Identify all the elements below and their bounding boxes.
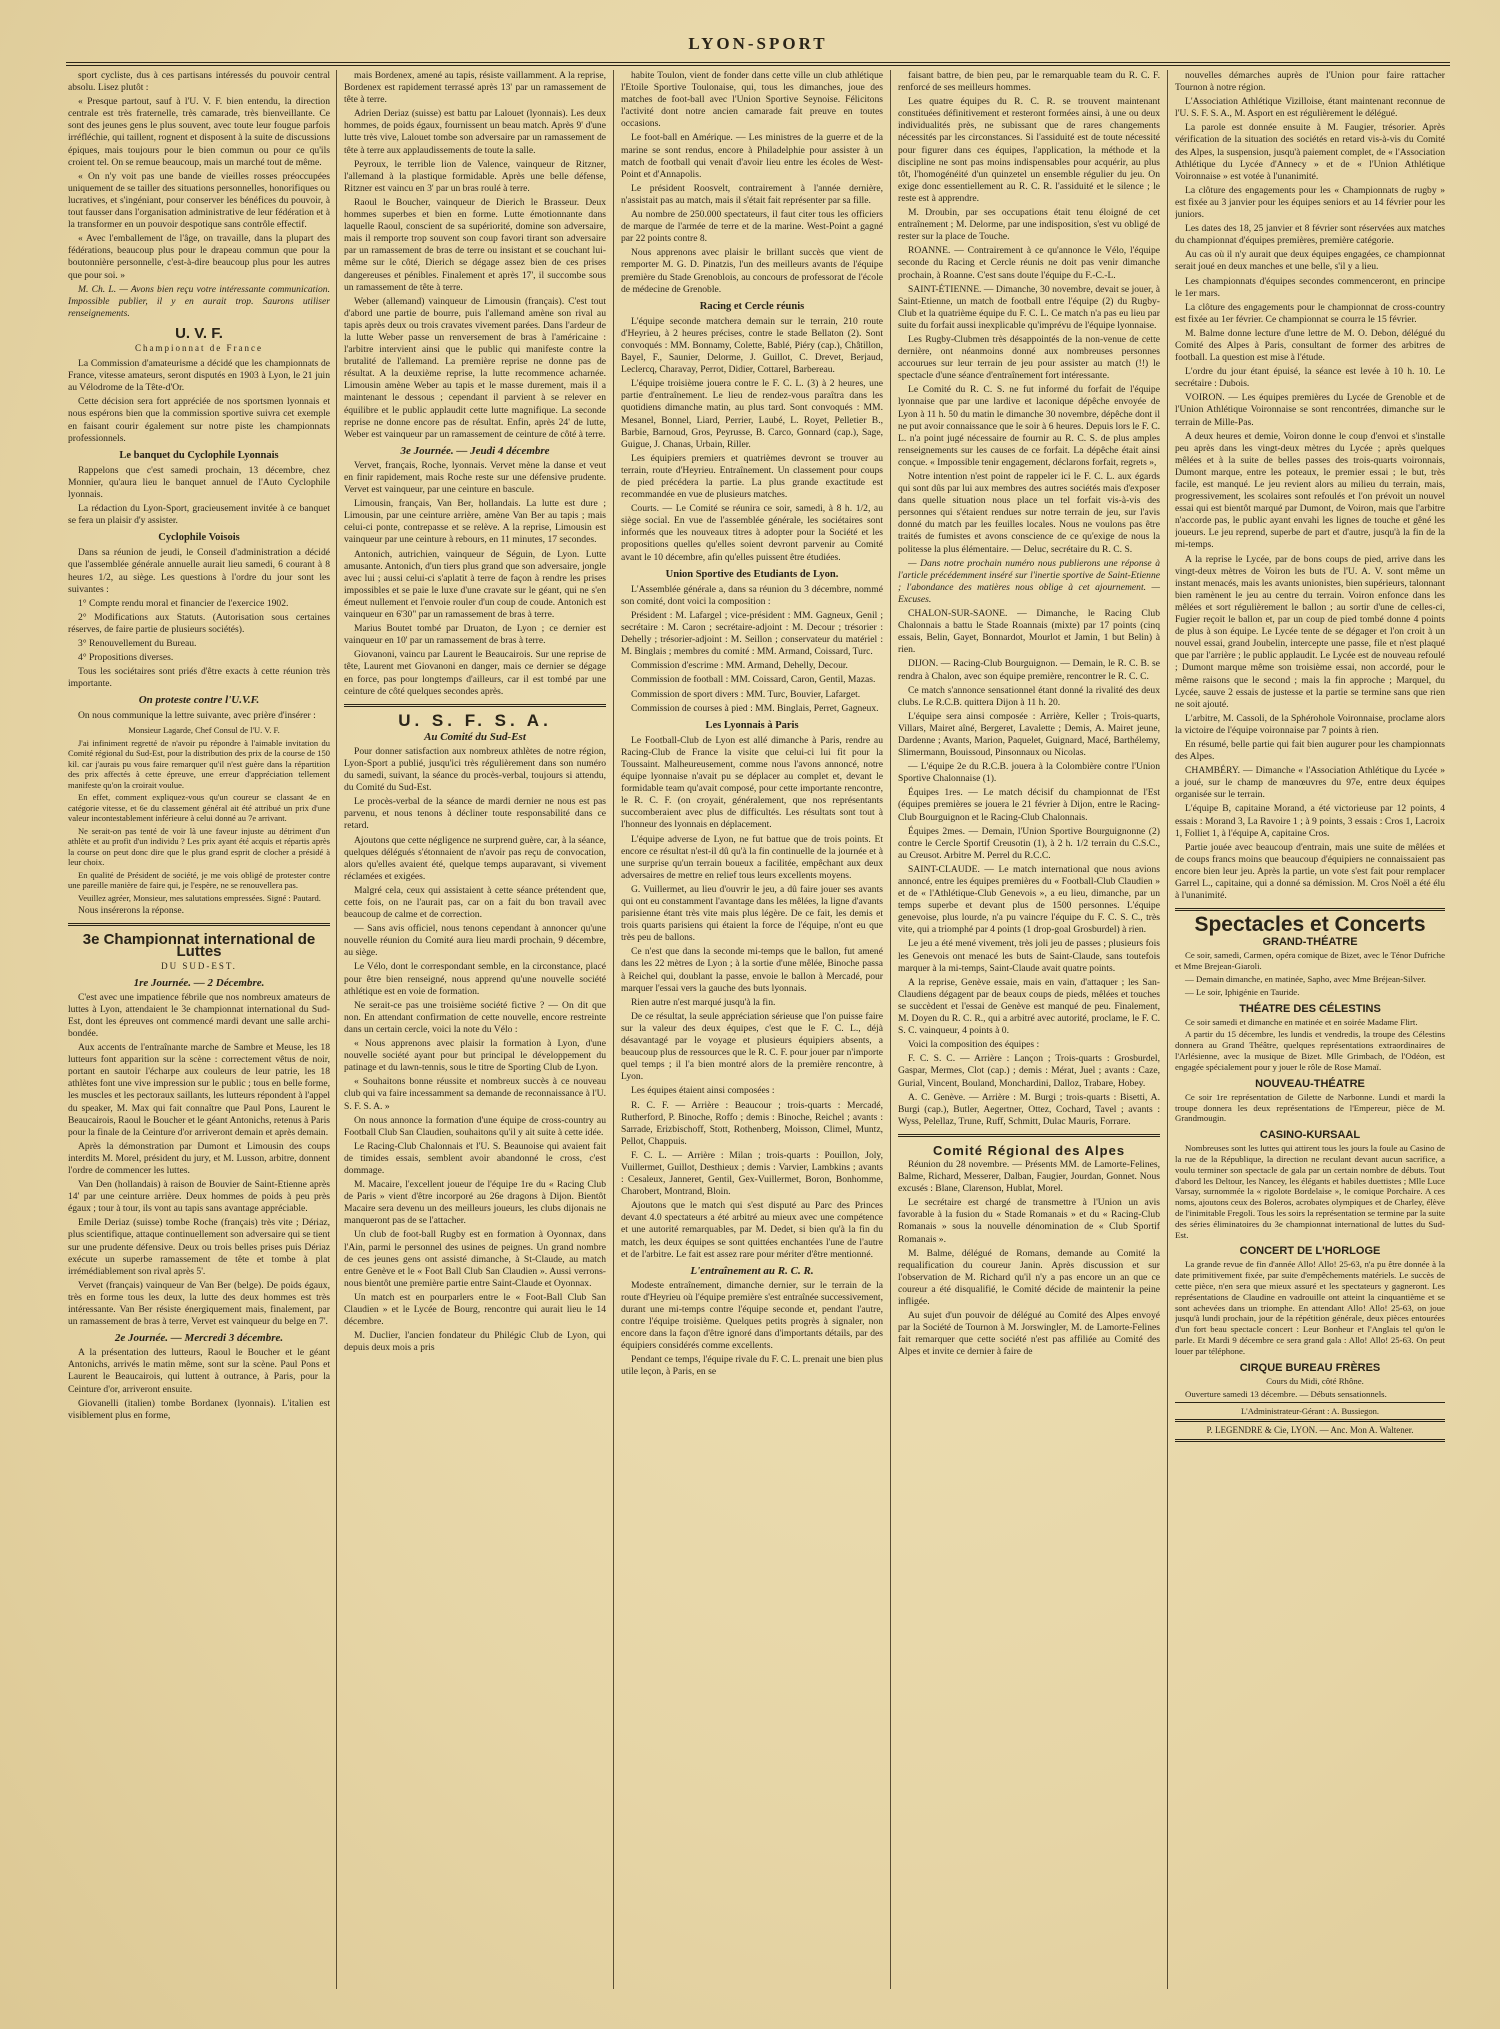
column-rule <box>336 70 337 1989</box>
paragraph: Van Den (hollandais) à raison de Bouvier de Saint-Etienne après 14' par une ceinture arrière. Deux hommes de poids à peu près égaux ; tour à tour, ils vont au tapis sans avantage appréciable. <box>68 1179 330 1215</box>
printer-footer: P. LEGENDRE & Cie, LYON. — Anc. Mon A. Waltener. <box>1175 1419 1445 1441</box>
paragraph: VOIRON. — Les équipes premières du Lycée de Grenoble et de l'Union Athlétique Voironnaise se sont rencontrées, dimanche sur le terrain de Mille-Pas. <box>1175 392 1445 428</box>
paragraph: La clôture des engagements pour le championnat de cross-country est fixée au 1er février. Ce championnat se courra le 15 février. <box>1175 301 1445 325</box>
paragraph: Ajoutons que cette négligence ne surprend guère, car, à la séance, quelques délégués s'étonnaient de n'avoir pas reçu de convocation, alors qu'elles avaient été, quelque temps auparavant, si vivement réclamées et exigées. <box>344 834 606 882</box>
paragraph: Courts. — Le Comité se réunira ce soir, samedi, à 8 h. 1/2, au siège social. En vue de l'assemblée générale, les sociétaires sont informés que les nouveaux titres à adopter pour la Société et les propositions quelles qu'elles soient devront parvenir au Comité avant le 10 décembre, afin qu'elles puissent être étudiées. <box>621 503 883 563</box>
paragraph: — Le soir, Iphigénie en Tauride. <box>1185 986 1300 997</box>
column-1 <box>68 70 330 1999</box>
paragraph: A. C. Genève. — Arrière : M. Burgi ; trois-quarts : Bisetti, A. Burgi (cap.), Butler, Aegertner, Ottez, Cochard, Tavel ; avants : Wyss, Pelellaz, Trune, Ruff, Schmitt, Dulac Mauris, Forrare. <box>898 1091 1160 1127</box>
subheading: Championnat de France <box>135 342 263 353</box>
masthead-title: LYON-SPORT <box>688 34 828 53</box>
paragraph: M. Duclier, l'ancien fondateur du Philégic Club de Lyon, qui depuis deux mois a pris <box>344 1330 606 1354</box>
paragraph: Le foot-ball en Amérique. — Les ministres de la guerre et de la marine se sont rendus, encore à Philadelphie pour assister à un match de football qui venait d'avoir lieu entre les écoles de West-Point et d'Annapolis. <box>621 132 883 180</box>
heading-usfsa: U. S. F. S. A. <box>398 710 552 730</box>
paragraph: Peyroux, le terrible lion de Valence, vainqueur de Ritzner, l'allemand à la plastique formidable. Après une belle défense, Ritzner est vaincu en 3' par un bras roulé à terre. <box>344 158 606 194</box>
paragraph: Équipes 1res. — Le match décisif du championnat de l'Est (équipes premières se jouera le 21 février à Dijon, entre le Racing-Club Bourguignon et le Racing-Club Chalonnais. <box>898 787 1160 823</box>
paragraph: R. C. F. — Arrière : Beaucour ; trois-quarts : Mercadé, Rutherford, P. Binoche, Roffo ; demis : Binoche, Reichel ; avants : Sarrade, Erizbischoff, Stott, Rothenberg, Moisson, Climel, Muntz, Pellot, Chappuis. <box>621 1099 883 1147</box>
paragraph: Weber (allemand) vainqueur de Limousin (français). C'est tout d'abord une partie de bourre, puis l'allemand amène son rival au tapis après deux ou trois cravates vivement parées. Dans l'ardeur de la lutte Weber passe un renversement de bras à l'américaine : l'arbitre intervient ainsi que le public qui manifeste contre la brutalité de l'allemand. La première reprise ne donne pas de résultat. A la deuxième reprise, la lutte recommence acharnée. Limousin amène Weber au tapis et le masse durement, mais il a maintenant le dessous ; cependant il parvient à se relever en équilibre et le public applaudit cette lutte magnifique. La seconde reprise ne donne encore pas de résultat. Enfin, après 24' de lutte, Weber est vainqueur par un ramassement de ceinture de côté à terre. <box>344 295 606 440</box>
paragraph: La clôture des engagements pour les « Championnats de rugby » est fixée au 3 janvier pour les équipes seniors et au 14 février pour les juniors. <box>1175 184 1445 221</box>
paragraph: M. Macaire, l'excellent joueur de l'équipe 1re du « Racing Club de Paris » vient d'être incorporé au 26e dragons à Dijon. Bientôt Macaire sera devenu un des meilleurs joueurs, les clubs dijonais ne manqueront pas de se l'attacher. <box>344 1179 606 1227</box>
paragraph: C'est avec une impatience fébrile que nos nombreux amateurs de luttes à Lyon, attendaient le 3e championnat international du Sud-Est, dont les épreuves ont commencé mardi devant une salle archi-bondée. <box>68 991 330 1039</box>
paragraph: Le Football-Club de Lyon est allé dimanche à Paris, rendre au Racing-Club de France la visite que celui-ci lui fit pour la Toussaint. Malheureusement, comme nous l'avons annoncé, notre équipe lyonnaise n'avait pu se déplacer au complet et, devant le formidable team qu'avait composé, pour cette importante rencontre, le R. C. F. (on croyait, généralement, que nos représentants succomberaient avec plus de difficultés. Les résultats sont tout à l'honneur des lyonnais en déplacement. <box>621 734 883 831</box>
paragraph: Cette décision sera fort appréciée de nos sportsmen lyonnais et nous espérons bien que la commission sportive suivra cet exemple en faisant courir également sur notre piste les championnats professionnels. <box>68 396 330 444</box>
separator <box>344 704 606 707</box>
paragraph: La parole est donnée ensuite à M. Faugier, trésorier. Après vérification de la situation des sociétés en retard vis-à-vis du Comité des Alpes, la suspension, jusqu'à paiement complet, de « l'Association Athlétique du Lycée d'Annecy » et de « l'Union Athlétique Voironnaise » est votée à l'unanimité. <box>1175 122 1445 182</box>
paragraph: Voici la composition des équipes : <box>908 1039 1040 1051</box>
paragraph: Ce soir, samedi, Carmen, opéra comique de Bizet, avec le Ténor Dufriche et Mme Brejean-Giaroli. <box>1175 950 1445 972</box>
paragraph: Le Comité du R. C. S. ne fut informé du forfait de l'équipe lyonnaise que par une lardive et laconique dépêche envoyée de Lyon à 11 h. 50 du matin le dimanche 30 novembre, dépêche dont il ne put avoir connaissance que le soir à 6 heures. Depuis lors le F. C. L. n'a point jugé nécessaire de fournir au R. C. S. de plus amples renseignements sur les causes de ce forfait. La dépêche était ainsi conçue. « Impossible tenir engagement, déclarons forfait, regrets », <box>898 384 1160 468</box>
heading-day2: 2e Journée. — Mercredi 3 décembre. <box>114 1332 284 1345</box>
paragraph: Monsieur Lagarde, Chef Consul de l'U. V. F. <box>128 724 280 735</box>
paragraph: Les équipiers premiers et quatrièmes devront se trouver au terrain, route d'Heyrieu. Entraînement. Un classement pour coups de pied précédera la partie. La plus grande exactitude est recommandée en vue de plusieurs matches. <box>621 452 883 501</box>
heading-entrainement: L'entraînement au R. C. R. <box>690 1264 814 1277</box>
paragraph: En effet, comment expliquez-vous qu'un coureur se classant 4e en catégorie vitesse, et 6e du classement général ait été attribué un prix d'une valeur incontestablement inférieure à celui donné au 7e arrivant. <box>68 792 330 824</box>
paragraph: sport cycliste, dus à ces partisans intéressés du pouvoir central absolu. Lisez plutôt : <box>68 70 330 94</box>
paragraph: 2° Modifications aux Statuts. (Autorisation sous certaines réserves, de faire partie de plusieurs sociétés). <box>68 611 330 635</box>
separator <box>68 923 330 926</box>
paragraph: A deux heures et demie, Voiron donne le coup d'envoi et s'installe peu après dans les vingt-deux mètres du Lycée ; après quelques mêlées et à la suite de belles passes des trois-quarts voironnais, Dumont marque, entre les poteaux, le premier essai ; le but, très facile, est manqué. Le jeu revient alors au milieu du terrain, mais, progressivement, les scolaires sont refoulés et l'on prévoit un nouvel essai qui est bientôt marqué par Dumont, de Voiron, mais que l'arbitre n'accorde pas, le public ayant envahi les lignes de touche et gêné les joueurs. Le jeu reprend, superbe de part et d'autre, jusqu'à la fin de la mi-temps. <box>1175 430 1445 551</box>
paragraph: L'Association Athlétique Vizilloise, étant maintenant reconnue de l'U. S. F. S. A., M. Asport en est régulièrement le délégué. <box>1175 96 1445 120</box>
paragraph: Commission de courses à pied : MM. Binglais, Perret, Gagneux. <box>631 702 879 714</box>
paragraph: Les dates des 18, 25 janvier et 8 février sont réservées aux matches du championnat d'équipes premières, première catégorie. <box>1175 223 1445 247</box>
masthead <box>66 34 1450 66</box>
paragraph: « On n'y voit pas une bande de vieilles rosses préoccupées uniquement de se tailler des situations personnelles, honorifiques ou lucratives, et s'ingéniant, pour conserver les bénéfices du pouvoir, à tout fausser dans l'organisation administrative de leur fédération et à la transformer en un pouvoir despotique sans contrôle effectif. <box>68 170 330 231</box>
paragraph: — Dans notre prochain numéro nous publierons une réponse à l'article précédemment inséré sur l'inertie sportive de Saint-Etienne ; l'abondance des matières nous oblige à cet ajournement. — Excuses. <box>898 557 1160 605</box>
paragraph: Dans sa réunion de jeudi, le Conseil d'administration a décidé que l'assemblée générale annuelle aurait lieu samedi, 6 courant à 8 heures 1/2, au siège. Les questions à l'ordre du jour sont les suivantes : <box>68 547 330 595</box>
paragraph: « Presque partout, sauf à l'U. V. F. bien entendu, la direction centrale est très fraternelle, très camarade, très bienveillante. Ce sont des jeunes gens le plus souvent, avec toute leur fougue parfois irréfléchie, qui taillent, rognent et disposent à la suite de discussions épiques, mais toujours pour le bien commun ou pour ce qu'ils croient tel. On se remue beaucoup, mais un marché tout de même. <box>68 96 330 168</box>
paragraph: Limousin, français, Van Ber, hollandais. La lutte est dure ; Limousin, par une ceinture arrière, amène Van Ber au tapis ; mais celui-ci ponte, contrepasse et se relève. A la reprise, Limousin est vainqueur par une ceinture à rebours, en 11 minutes, 17 secondes. <box>344 498 606 546</box>
paragraph: Vervet, français, Roche, lyonnais. Vervet mène la danse et veut en finir rapidement, mais Roche reste sur une défensive prudente. Vervet est vainqueur, par une ceinture en bascule. <box>344 459 606 496</box>
column-2 <box>344 70 606 1999</box>
paragraph: faisant battre, de bien peu, par le remarquable team du R. C. F. renforcé de ses meilleurs hommes. <box>898 70 1160 94</box>
paragraph: Aux accents de l'entraînante marche de Sambre et Meuse, les 18 lutteurs font apparition sur la scène : correctement vêtus de noir, portant en sautoir l'écharpe aux couleurs de leur patrie, les 18 athlètes font une vive impression sur le public ; tous en belle forme, les muscles et les pectoraux saillants, les lutteurs répondent à l'appel du speaker, M. Max qui fait connaître que Paul Pons, Laurent le Beaucairois, Raoul le Boucher et le géant Antonichs, retenus à Paris pour la finale de la Ceinture d'or arriveront demain et après demain. <box>68 1042 330 1138</box>
paragraph: Après la démonstration par Dumont et Limousin des coups interdits M. Morel, président du jury, et M. Lusson, arbitre, donnent l'ordre de commencer les luttes. <box>68 1140 330 1176</box>
heading-racing: Racing et Cercle réunis <box>699 300 805 312</box>
paragraph: Le Vélo, dont le correspondant semble, en la circonstance, placé pour être bien renseigné, nous apprend qu'une nouvelle société athlétique est en voie de formation. <box>344 961 606 997</box>
paragraph: 3° Renouvellement du Bureau. <box>78 638 197 650</box>
paragraph: L'Assemblée générale a, dans sa réunion du 3 décembre, nommé son comité, dont voici la composition : <box>621 583 883 607</box>
paragraph: M. Droubin, par ses occupations était tenu éloigné de cet entraînement ; M. Delorme, par une indisposition, s'est vu obligé de rester sur la place de Touche. <box>898 207 1160 243</box>
paragraph: Un match est en pourparlers entre le « Foot-Ball Club San Claudien » et le Lycée de Bourg, rencontre qui aurait lieu le 14 décembre. <box>344 1291 606 1328</box>
paragraph: Pendant ce temps, l'équipe rivale du F. C. L. prenait une bien plus utile leçon, à Paris, en se <box>621 1354 883 1378</box>
paragraph: Antonich, autrichien, vainqueur de Séguin, de Lyon. Lutte amusante. Antonich, d'un tiers plus grand que son adversaire, jongle avec lui ; aussi celui-ci s'aplatit à terre de façon à rendre les prises impossibles et se paie le luxe d'une cravate sur le géant, qui ne s'en émeut nullement et l'envoie rouler d'un coup de coude. Antonich est vainqueur en 6'30" par un ramassement de bras à terre. <box>344 548 606 621</box>
paragraph: Un club de foot-ball Rugby est en formation à Oyonnax, dans l'Ain, parmi le personnel des usines de peignes. Un grand nombre de ces jeunes gens ont assisté dimanche, à St-Claude, au match entre Genève et le « Foot Ball Club San Claudien ». Aussi verrons-nous bientôt une première partie entre Saint-Claude et Oyonnax. <box>344 1229 606 1289</box>
heading-comite-sud-est: Au Comité du Sud-Est <box>424 730 526 743</box>
heading-casino: CASINO-KURSAAL <box>1259 1129 1361 1142</box>
paragraph: nouvelles démarches auprès de l'Union pour faire rattacher Tournon à notre région. <box>1175 70 1445 94</box>
paragraph: L'équipe B, capitaine Morand, a été victorieuse par 12 points, 4 essais : Morand 3, La Ravoire 1 ; à 9 points, 3 essais : Cros 1, Lacroix 1, Folliet 1, à l'équipe A, capitaine Cros. <box>1175 803 1445 839</box>
paragraph: SAINT-ÉTIENNE. — Dimanche, 30 novembre, devait se jouer, à Saint-Etienne, un match de football entre l'équipe (2) du Rugby-Club et la quatrième équipe du F. C. L. Ce match n'a pas eu lieu par suite du forfait aussi inexplicable qu'imprévu de l'équipe lyonnaise. <box>898 283 1160 331</box>
paragraph: Tous les sociétaires sont priés d'être exacts à cette réunion très importante. <box>68 666 330 690</box>
paragraph: Malgré cela, ceux qui assistaient à cette séance prétendent que, cette fois, on ne l'aurait pas, car on a fait du bon travail avec beaucoup de calme et de correction. <box>344 884 606 921</box>
paragraph: Marius Boutet tombé par Druaton, de Lyon ; ce dernier est vainqueur en 10' par un ramassement de bras à terre. <box>344 623 606 647</box>
paragraph: A partir du 15 décembre, les lundis et vendredis, la troupe des Célestins donnera au Grand Théâtre, quelques représentations extraordinaires de l'Arlésienne, avec la musique de Bizet. Mlle Grimbach, de l'Odéon, est engagée spécialement pour y jouer le rôle de Rose Mamaï. <box>1175 1029 1445 1072</box>
paragraph: Ajoutons que le match qui s'est disputé au Parc des Princes devant 4.0 spectateurs a été arbitré au mieux avec une compétence et une autorité remarquables, par M. Dedet, si bien qu'à la fin du match, les deux équipes se sont quittées enchantées l'une de l'autre et de l'arbitre. Le fait est assez rare pour mériter d'être mentionné. <box>621 1200 883 1260</box>
heading-horloge: CONCERT DE L'HORLOGE <box>1239 1245 1381 1258</box>
paragraph: En qualité de Président de société, je me vois obligé de protester contre une pareille manière de faire qui, je l'espère, ne se renouvellera pas. <box>68 869 330 891</box>
paragraph: Giovanoni, vaincu par Laurent le Beaucairois. Sur une reprise de tête, Laurent met Giovanoni en danger, mais ce dernier se dégage en force, pas pour longtemps d'ailleurs, car il est tombé par une ceinture de côté quelques secondes après. <box>344 649 606 697</box>
paragraph: L'équipe troisième jouera contre le F. C. L. (3) à 2 heures, une partie d'entraînement. Le lieu de rendez-vous paraîtra dans les quotidiens dimanche matin, au plus tard. Sont convoqués : MM. Mesanel, Bonnel, Liard, Perrier, Laubé, L. Royet, Pelletier B., Barbie, Barnoud, Gros, Peyrusse, B. Carco, Gonnard (cap.), Sage, Guigue, J. Chanas, Urbain, Riller. <box>621 378 883 450</box>
paragraph: F. C. S. C. — Arrière : Lançon ; Trois-quarts : Grosburdel, Gaspar, Mermes, Clot (cap.) ; demis : Mérat, Juel ; avants : Caze, Gurial, Vincent, Bouland, Monchardini, Dalloz, Trabare, Hobey. <box>898 1053 1160 1089</box>
column-rule <box>613 70 614 1989</box>
paragraph: — L'équipe 2e du R.C.B. jouera à la Colombière contre l'Union Sportive Chalonnaise (1). <box>898 761 1160 785</box>
paragraph: Commission de football : MM. Coissard, Caron, Gentil, Mazas. <box>631 674 876 686</box>
separator <box>898 1134 1160 1137</box>
paragraph: mais Bordenex, amené au tapis, résiste vaillamment. A la reprise, Bordenex est rapidement terrassé après 13' par un ramassement de tête à terre. <box>344 70 606 106</box>
paragraph: Les championnats d'équipes secondes commenceront, en principe le 1er mars. <box>1175 275 1445 299</box>
paragraph: L'équipe seconde matchera demain sur le terrain, 210 route d'Heyrieu, à 2 heures précises, contre le stade Bellaton (2). Sont convoqués : MM. Bonnamy, Colette, Bablé, Piéry (cap.), Châtillon, Bayel, F., Saunier, Delorme, J. Guillot, C. Drevet, Berjaud, Leclercq, Charavay, Perrot, Didier, Cottarel, Barbereau. <box>621 315 883 376</box>
paragraph: 1° Compte rendu moral et financier de l'exercice 1902. <box>78 597 289 609</box>
paragraph: Au sujet d'un pouvoir de délégué au Comité des Alpes envoyé par la Société de Tournon à M. Jorswingler, M. de Lamorte-Felines fait remarquer que cette société n'est pas affiliée au Comité des Alpes et invite ce dernier à faire de <box>898 1310 1160 1358</box>
paragraph: Le secrétaire est chargé de transmettre à l'Union un avis favorable à la fusion du « Stade Romanais » et du « Racing-Club Romanais » sous la nouvelle dénomination de « Club Sportif Romanais ». <box>898 1197 1160 1245</box>
column-3 <box>621 70 883 1999</box>
paragraph: En résumé, belle partie qui fait bien augurer pour les championnats des Alpes. <box>1175 738 1445 763</box>
paragraph: Les quatre équipes du R. C. R. se trouvent maintenant constituées définitivement et resteront formées ainsi, à une ou deux individualités près, ne subissant que de rares changements nécessités par les circonstances. Si l'assiduité est de toute nécessité pour figurer dans ces équipes, l'application, la méthode et la discipline ne sont pas moins indispensables pour acquérir, au plus tôt, l'homogénéité d'un quinzetel un ensemble régulier du jeu. On exige donc essentiellement au R. C. R. l'assiduité et le silence ; le reste est à apprendre. <box>898 96 1160 204</box>
paragraph: CHAMBÉRY. — Dimanche « l'Association Athlétique du Lycée » a joué, sur le champ de manœuvres du 97e, entre deux équipes organisée sur le terrain. <box>1175 765 1445 801</box>
paragraph: Ce match s'annonce sensationnel étant donné la rivalité des deux clubs. Le R.C.B. quittera Dijon à 11 h. 20. <box>898 684 1160 708</box>
heading-grand-theatre: GRAND-THÉATRE <box>1262 936 1358 949</box>
heading-nouveau-theatre: NOUVEAU-THÉATRE <box>1255 1077 1365 1090</box>
paragraph: Notre intention n'est point de rappeler ici le F. C. L. aux égards qui sont dûs par lui aux membres des autres sociétés mais d'exposer dans quelle situation nous place un tel forfait vis-à-vis des personnes qui s'étaient rendues sur notre terrain de jeu, sur l'avis donné du match par les feuilles locales. Nous ne voulons pas être traités de fumistes et avons conscience de ce qu'exige de nous la politesse la plus élémentaire. — Deluc, secrétaire du R. C. S. <box>898 471 1160 555</box>
heading-uvf: U. V. F. <box>175 324 223 342</box>
heading-lyonnais-paris: Les Lyonnais à Paris <box>705 719 799 731</box>
paragraph: Rien autre n'est marqué jusqu'à la fin. <box>631 996 776 1008</box>
paragraph: F. C. L. — Arrière : Milan ; trois-quarts : Pouillon, Joly, Vuillermet, Guillot, Desthieux ; demis : Varvier, Lambkins ; avants : Cesaleux, Janneret, Gentil, Gex-Vuillermet, Boron, Bonhomme, Charobert, Montrand, Bloin. <box>621 1149 883 1198</box>
paragraph: Président : M. Lafargel ; vice-président : MM. Gagneux, Genil ; secrétaire : M. Caron ; secrétaire-adjoint : M. Decour ; trésorier : Dehelly ; trésorier-adjoint : M. Seillon ; conservateur du matériel : M. Binglais ; membres du comité : MM. Armand, Coissard, Turc. <box>621 609 883 658</box>
paragraph: Nombreuses sont les luttes qui attirent tous les jours la foule au Casino de la rue de la République, la direction ne reculant devant aucun sacrifice, a voulu terminer son spectacle de gala par un certain nombre de débuts. Tout d'abord les Deltour, les Nancey, les élégants et habiles duettistes ; Mlle Luce Varsay, surnommée la « rigolote Bordelaise », le comique Porchaire. A ces noms, ajoutons ceux des Boleros, acrobates olympiques et de Charley, élève de l'inimitable Fregoli. Tous les soirs la représentation se termine par la suite des séries éliminatoires du 3e championnat international de luttes du Sud-Est. <box>1175 1143 1445 1240</box>
paragraph: La Commission d'amateurisme a décidé que les championnats de France, vitesse amateurs, seront disputés en 1903 à Lyon, le 21 juin au Vélodrome de la Tête-d'Or. <box>68 358 330 394</box>
paragraph: L'arbitre, M. Cassoli, de la Sphérohole Voironnaise, proclame alors la victoire de l'équipe voironnaise par 7 points à rien. <box>1175 712 1445 736</box>
paragraph: DIJON. — Racing-Club Bourguignon. — Demain, le R. C. B. se rendra à Chalon, avec son équipe première, rencontrer le R. C. C. <box>898 658 1160 682</box>
paragraph: Le jeu a été mené vivement, très joli jeu de passes ; plusieurs fois les Genevois ont menacé les buts de Saint-Claude, sans toutefois marquer à la mi-temps, Saint-Claude avait quatre points. <box>898 938 1160 974</box>
paragraph: L'équipe sera ainsi composée : Arrière, Keller ; Trois-quarts, Villars, Mairet aîné, Bergeret, Lavalette ; Demis, A. Mairet jeune, Dardenne ; Avants, Marion, Paquelet, Guignard, Macé, Barthélemy, Slimermann, Bouissoud, Pinsonnaux ou Nicolas. <box>898 710 1160 759</box>
paragraph: Ne serait-ce pas une troisième société fictive ? — On dit que non. En attendant confirmation de cette nouvelle, encore restreinte dans un certain cercle, voici la note du Vélo : <box>344 999 606 1035</box>
paragraph: Commission d'escrime : MM. Armand, Dehelly, Decour. <box>631 660 848 672</box>
paragraph: Rappelons que c'est samedi prochain, 13 décembre, chez Monnier, qu'aura lieu le banquet annuel de l'Auto Cyclophile lyonnais. <box>68 464 330 500</box>
paragraph: Giovanelli (italien) tombe Bordanex (lyonnais). L'italien est visiblement plus en forme, <box>68 1397 330 1421</box>
paragraph: Raoul le Boucher, vainqueur de Dierich le Brasseur. Deux hommes superbes et bien en forme. Lutte émotionnante dans laquelle Raoul, conscient de sa supériorité, domine son adversaire, mais il remporte trop souvent son coup favori tirant son adversaire par un ramassement de bras de terre ou insistant et se couchant lui-même sur le côté, Dierich se dégage assez bien de ces prises dangereuses et pénibles. Finalement et après 17', il succombe sous un ramassement de tête à terre. <box>344 196 606 293</box>
paragraph: Le procès-verbal de la séance de mardi dernier ne nous est pas parvenu, et nous tenons à décliner toute responsabilité dans ce retard. <box>344 796 606 832</box>
paragraph: Au cas où il n'y aurait que deux équipes engagées, ce championnat serait joué en deux manches et une belle, s'il y a lieu. <box>1175 249 1445 273</box>
paragraph: SAINT-CLAUDE. — Le match international que nous avions annoncé, entre les équipes premières du « Football-Club Claudien » et de « l'Athlétique-Club Genevois », a eu lieu, dimanche, par un temps superbe et devant plus de 1500 personnes. L'équipe genevoise, plus lourde, n'a pu vaincre l'équipe du F. C. S. C., très vite, qui a triomphé par 4 points (1 drop-goal Grosburdel) à rien. <box>898 863 1160 936</box>
paragraph: 4° Propositions diverses. <box>78 652 174 664</box>
paragraph: Ce soir 1re représentation de Gilette de Narbonne. Lundi et mardi la troupe donnera les deux représentations de l'Empereur, pièce de M. Grandmougin. <box>1175 1091 1445 1124</box>
heading-union: Union Sportive des Etudiants de Lyon. <box>665 568 839 580</box>
paragraph: habite Toulon, vient de fonder dans cette ville un club athlétique l'Etoile Sportive Toulonaise, qui, tous les dimanches, joue des matches de foot-ball avec l'Union Sportive Seynoise. Félicitons l'activité dont notre ancien camarade fait preuve en toutes occasions. <box>621 70 883 130</box>
paragraph: Ce n'est que dans la seconde mi-temps que le ballon, fut amené dans les 22 mètres de Lyon ; à la sortie d'une mêlée, Binoche passa à Reichel qui, doublant la passe, envoie le ballon à Mercadé, pour marquer l'essai vers la gauche des buts lyonnais. <box>621 946 883 994</box>
paragraph: Modeste entraînement, dimanche dernier, sur le terrain de la route d'Heyrieu où l'équipe première s'est entraînée successivement, durant une mi-temps contre l'équipe seconde et, pendant l'autre, contre l'équipe troisième. Quelques petits progrès à signaler, non encore dans la façon d'être ignoré dans d'importants détails, par des équipiers considérés comme excellents. <box>621 1279 883 1352</box>
paragraph: J'ai infiniment regretté de n'avoir pu répondre à l'aimable invitation du Comité régional du Sud-Est, pour la distribution des prix de la course de 150 kil. car j'aurais pu vous faire remarquer qu'il n'est guère dans la répartition des prix affectés à cette épreuve, une erreur d'appréciation tellement manifeste qu'on la croirait voulue. <box>68 737 330 790</box>
paragraph: Le président Roosvelt, contrairement à l'année dernière, n'assistait pas au match, mais il s'était fait représenter par sa fille. <box>621 182 883 206</box>
paragraph: A la présentation des lutteurs, Raoul le Boucher et le géant Antonichs, arrivés le matin même, sont sur la scène. Paul Pons et Laurent le Beaucairois, qui luttent à outrance, à Paris, pour la Ceinture d'or, arriveront ensuite. <box>68 1347 330 1395</box>
paragraph: M. Ch. L. — Avons bien reçu votre intéressante communication. Impossible publier, il y en aurait trop. Saurons utiliser renseignements. <box>68 283 330 319</box>
paragraph: Ne serait-on pas tenté de voir là une faveur injuste au détriment d'un athlète et au profit d'un individu ? Les prix ayant été acquis et répartis après la course on peut donc dire que le plus grand esprit de clocher a présidé à leur choix. <box>68 825 330 868</box>
paragraph: « Nous apprenons avec plaisir la formation à Lyon, d'une nouvelle société ayant pour but principal le développement du patinage et du lawn-tennis, sous le titre de Sporting Club de Lyon. <box>344 1038 606 1074</box>
paragraph: On nous communique la lettre suivante, avec prière d'insérer : <box>78 709 316 721</box>
heading-day3: 3e Journée. — Jeudi 4 décembre <box>400 444 550 457</box>
paragraph: « Souhaitons bonne réussite et nombreux succès à ce nouveau club qui va faire incessamment sa demande de reconnaissance à l'U. S. F. S. A. » <box>344 1076 606 1112</box>
paragraph: A la reprise le Lycée, par de bons coups de pied, arrive dans les vingt-deux mètres de Voiron les buts de l'U. A. V. sont même un instant menacés, mais les avants unionistes, bien supérieurs, talonnant bien ramènent le jeu au centre du terrain. Voiron enfonce dans les mêlées et sort régulièrement le ballon ; au sortir d'une de celles-ci, Fugier reçoit le ballon et, par un coup de pied tombé donne 4 points de plus à son équipe. Le Lycée tente de se dégager et l'on croit à un nouvel essai, grand Joubelin, intercepte une passe, file et n'est plaqué que par l'arrière ; le public applaudit. Le Lycée est de nouveau refoulé ; Dumont marque même son troisième essai, non accordé, pour le même raisons que le second ; mais la fin approche ; Marquel, du Lycée, sauve 2 essais de justesse et la partie se termine sans que rien ne soit ajouté. <box>1175 553 1445 710</box>
paragraph: Vervet (français) vainqueur de Van Ber (belge). De poids égaux, très en forme tous les deux, la lutte des deux hommes est très intéressante. Van Ber résiste énergiquement mais, finalement, par un ramassement de bras à terre, Vervet est vainqueur du belge en 7'. <box>68 1279 330 1328</box>
paragraph: On nous annonce la formation d'une équipe de cross-country au Football Club San Claudien, souhaitons qu'il y ait suite à cette idée. <box>344 1114 606 1138</box>
paragraph: Réunion du 28 novembre. — Présents MM. de Lamorte-Felines, Balme, Richard, Messerer, Dalban, Faugier, Jourdan, Gonnet. Nous excusés : Blane, Clarenson, Hublat, Morel. <box>898 1158 1160 1195</box>
separator <box>1175 908 1445 911</box>
paragraph: « Avec l'emballement de l'âge, on travaille, dans la plupart des fédérations, beaucoup plus pour le drapeau commun que pour la boutonnière personnelle, c'est-à-dire beaucoup plus pour les autres que pour soi. » <box>68 233 330 281</box>
heading-luttes: 3e Championnat international de Luttes <box>82 931 316 961</box>
paragraph: M. Balme, délégué de Romans, demande au Comité la requalification du coureur Janin. Après discussion et sur l'observation de M. Richard qu'il n'y a pas encore un an que ce coureur a été disqualifié, le Comité décide de maintenir la peine infligée. <box>898 1247 1160 1307</box>
paragraph: Équipes 2mes. — Demain, l'Union Sportive Bourguignonne (2) contre le Cercle Sportif Creusotin (1), à 2 h. 1/2 terrain du C.S.C., au Creusot. Arbitre M. Perrel du R.C.C. <box>898 825 1160 861</box>
paragraph: Le Racing-Club Chalonnais et l'U. S. Beaunoise qui avaient fait de timides essais, semblent avoir abandonné le cross, c'est dommage. <box>344 1140 606 1176</box>
paragraph: Commission de sport divers : MM. Turc, Bouvier, Lafarget. <box>631 688 861 700</box>
paragraph: Nous apprenons avec plaisir le brillant succès que vient de remporter M. G. D. Pinatzis, l'un des meilleurs avants de l'équipe première du Stade Grenoblois, au concours de professorat de l'école de médecine de Grenoble. <box>621 247 883 295</box>
column-rule <box>890 70 891 1989</box>
paragraph: Adrien Deriaz (suisse) est battu par Lalouet (lyonnais). Les deux hommes, de poids égaux, fournissent un beau match. Après 9' d'une lutte très vive, Lalouet tombe son adversaire par un ramassement de tête à terre aux applaudissements de toute la salle. <box>344 108 606 156</box>
column-rule <box>1167 70 1168 1989</box>
heading-day1: 1re Journée. — 2 Décembre. <box>133 976 265 989</box>
paragraph: Pour donner satisfaction aux nombreux athlètes de notre région, Lyon-Sport a publié, jusqu'ici très régulièrement dans son numéro du samedi, suivant, la séance du procès-verbal, toujours si attendu, du Comité du Sud-Est. <box>344 745 606 794</box>
heading-banquet: Le banquet du Cyclophile Lyonnais <box>119 449 279 461</box>
paragraph: Au nombre de 250.000 spectateurs, il faut citer tous les officiers de marque de l'armée de terre et de la marine. West-Point a gagné par 22 points contre 8. <box>621 209 883 245</box>
subheading: DU SUD-EST. <box>161 961 237 972</box>
paragraph: CHALON-SUR-SAONE. — Dimanche, le Racing Club Chalonnais a battu le Stade Roannais (mixte) par 17 points (cinq essais, Belin, Gayet, Bonnardot, Mourlot et Jamin, 1 but Belin) à rien. <box>898 608 1160 656</box>
paragraph: De ce résultat, la seule appréciation sérieuse que l'on puisse faire sur la valeur des deux équipes, c'est que le F. C. L., déjà désavantagé par le voyage et plusieurs équipiers absents, a beaucoup plus de ressources que le R. C. F. pour jouer par n'importe quel temps ; il l'a bien montré alors de la première rencontre, à Lyon. <box>621 1010 883 1083</box>
paragraph: Cours du Midi, côté Rhône. <box>1266 1375 1364 1386</box>
heading-cirque: CIRQUE BUREAU FRÈRES <box>1239 1361 1381 1374</box>
paragraph: L'ordre du jour étant épuisé, la séance est levée à 10 h. 10. Le secrétaire : Dubois. <box>1175 366 1445 390</box>
column-4 <box>898 70 1160 1999</box>
paragraph: Ouverture samedi 13 décembre. — Débuts sensationnels. <box>1185 1388 1387 1399</box>
paragraph: Nous insérerons la réponse. <box>78 905 185 917</box>
paragraph: La rédaction du Lyon-Sport, gracieusement invitée à ce banquet se fera un plaisir d'y assister. <box>68 503 330 527</box>
paragraph: L'équipe adverse de Lyon, ne fut battue que de trois points. Et encore ce résultat n'est-il dû qu'à la fin continuelle de la journée et à une surprise qu'un terrain boueux a facilitée, empêchant aux deux adversaires de mettre en relief tous leurs excellents moyens. <box>621 833 883 881</box>
paragraph: — Sans avis officiel, nous tenons cependant à annoncer qu'une nouvelle réunion du Comité aura lieu mardi prochain, 9 décembre, au siège. <box>344 923 606 959</box>
heading-celestins: THÉATRE DES CÉLESTINS <box>1239 1002 1381 1015</box>
paragraph: Les Rugby-Clubmen très désappointés de la non-venue de cette dernière, ont néanmoins donné aux nombreuses personnes accourues sur leur terrain de jeu pour assister au match (!!) le spectacle d'une séance d'entraînement fort intéressante. <box>898 333 1160 382</box>
paragraph: La grande revue de fin d'année Allo! Allo! 25-63, n'a pu être donnée à la date primitivement fixée, par suite d'empêchements matériels. Le succès de cette pièce, n'en sera que mieux assuré et les spectateurs y gagneront. Les représentations de Claudine en vadrouille ont atteint la cinquantième et se sont achevées dans un triomphe. En attendant Allo! Allo! 25-63, on joue jusqu'à lundi prochain, jour de la répétition générale, deux pièces entourées d'un fort beau spectacle concert : Leur Bonheur et l'Anglais tel qu'on le parle. Et Mardi 9 décembre ce sera grand gala : Allo! Allo! 25-63. On peut louer par téléphone. <box>1175 1259 1445 1356</box>
paragraph: G. Vuillermet, au lieu d'ouvrir le jeu, a dû faire jouer ses avants qui ont eu constamment l'avantage dans les mêlées, la ligne d'avants parisienne étant très vite mais plus légère. De ce fait, les demis et trois quarts parisiens qui étaient la force de l'équipe, n'ont eu que très peu de ballons. <box>621 883 883 944</box>
paragraph: Emile Deriaz (suisse) tombe Roche (français) très vite ; Dériaz, plus scientifique, attaque continuellement son adversaire qui se tient sur une prudente défensive. Deux ou trois belles prises puis Dériaz exécute un superbe ramassement de tête et tombe à plat irrémédiablement son rival après 5'. <box>68 1217 330 1277</box>
heading-spectacles: Spectacles et Concerts <box>1194 913 1426 937</box>
heading-voisois: Cyclophile Voisois <box>158 532 240 544</box>
paragraph: Veuillez agréer, Monsieur, mes salutations empressées. Signé : Pautard. <box>78 892 321 903</box>
heading-comite-alpes: Comité Régional des Alpes <box>932 1142 1126 1158</box>
paragraph: Partie jouée avec beaucoup d'entrain, mais une suite de mêlées et de coups francs moins que beaucoup d'équipiers ne connaissaient pas encore bien leur jeu. Après la partie, un vote s'est fait pour remplacer Garrel L., capitaine, qui a donné sa démission. M. Cros Noël a été élu à l'unanimité. <box>1175 841 1445 902</box>
paragraph: ROANNE. — Contrairement à ce qu'annonce le Vélo, l'équipe seconde du Racing et Cercle réunis ne doit pas venir dimanche prochain, à Roanne. C'est sans doute l'équipe du F.-C.-L. <box>898 245 1160 281</box>
paragraph: — Demain dimanche, en matinée, Sapho, avec Mme Bréjean-Silver. <box>1185 973 1426 984</box>
paragraph: Ce soir samedi et dimanche en matinée et en soirée Madame Flirt. <box>1185 1016 1418 1027</box>
paragraph: A la reprise, Genève essaie, mais en vain, d'attaquer ; les San-Claudiens dégagent par de beaux coups de pieds, mêlées et touches se succèdent et l'essai de Genève est manqué de peu. Finalement, M. Doyen du R. C. R., qui a arbitré avec autorité, proclame, le F. C. S. C. vainqueur, 4 points à 0. <box>898 976 1160 1037</box>
heading-protest: On proteste contre l'U.V.F. <box>138 694 260 707</box>
paragraph: M. Balme donne lecture d'une lettre de M. O. Debon, délégué du Comité des Alpes à Paris, consultant de former des arbitres de football. La question est mise à l'étude. <box>1175 327 1445 364</box>
paragraph: Les équipes étaient ainsi composées : <box>631 1085 775 1097</box>
administrator-footer: L'Administrateur-Gérant : A. Bussiegon. <box>1175 1402 1445 1417</box>
column-5 <box>1175 70 1445 1999</box>
